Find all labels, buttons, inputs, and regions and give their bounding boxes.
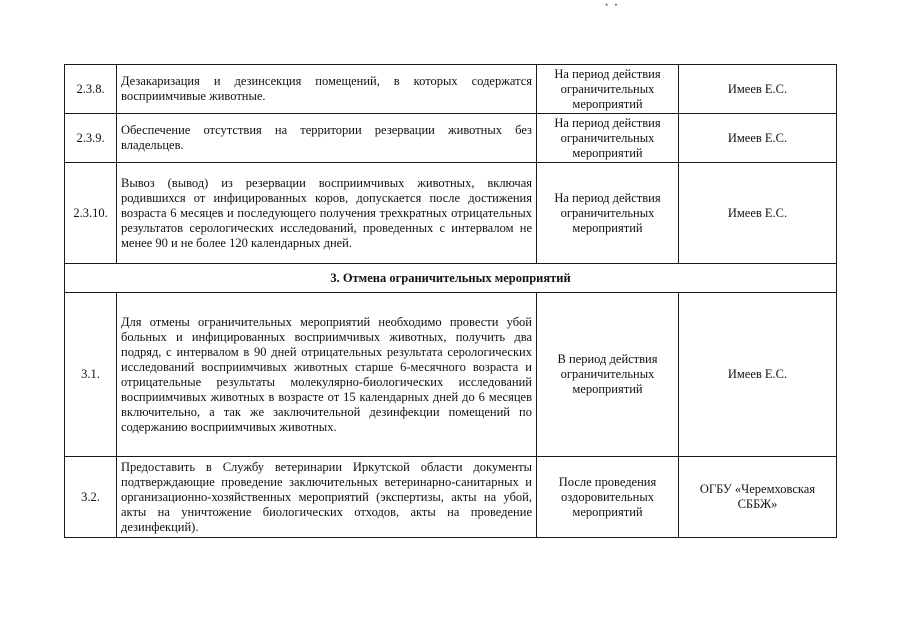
measure-text: Дезакаризация и дезинсекция помещений, в которых содержатся восприимчивые животные. [117, 65, 537, 114]
item-number: 2.3.9. [65, 114, 117, 163]
item-number: 3.1. [65, 293, 117, 457]
item-number: 3.2. [65, 457, 117, 538]
measure-term: На период действия ограничительных мероприятий [537, 114, 679, 163]
table-row [65, 457, 837, 538]
measure-responsible: Имеев Е.С. [679, 163, 837, 264]
measure-responsible: Имеев Е.С. [679, 114, 837, 163]
measure-responsible: Имеев Е.С. [679, 293, 837, 457]
table-row [65, 293, 837, 457]
measure-term: На период действия ограничительных мероприятий [537, 163, 679, 264]
measure-term: После проведения оздоровительных мероприятий [537, 457, 679, 538]
section-header-row [65, 264, 837, 293]
table-row [65, 65, 837, 114]
measure-term: На период действия ограничительных мероприятий [537, 65, 679, 114]
section-title: 3. Отмена ограничительных мероприятий [65, 264, 837, 293]
measures-table [64, 64, 837, 538]
measure-text: Вывоз (вывод) из резервации восприимчивых животных, включая родившихся от инфицированных коров, допускается после достижения возраста 6 месяцев и последующего получения трехкратных отрицательных результатов серологических исследований, проведенных с интервалом не менее 90 и не более 120 календарных дней. [117, 163, 537, 264]
measure-text: Предоставить в Службу ветеринарии Иркутской области документы подтверждающие проведение заключительных ветеринарно-санитарных и организационно-хозяйственных мероприятий (экспертизы, акты на убой, акты на уничтожение биологических отходов, акты на проведение дезинфекций). [117, 457, 537, 538]
measure-text: Для отмены ограничительных мероприятий необходимо провести убой больных и инфицированных восприимчивых животных, получить два подряд, с интервалом в 90 дней отрицательных результата серологических исследований восприимчивых животных старше 6-месячного возраста и отрицательные результаты молекулярно-биологических исследований восприимчивых животных в возрасте от 15 календарных дней до 6 месяцев включительно, а так же заключительной дезинфекции помещений по содержанию восприимчивых животных. [117, 293, 537, 457]
table-row [65, 163, 837, 264]
measure-term: В период действия ограничительных мероприятий [537, 293, 679, 457]
page-mark: • • [605, 0, 620, 10]
item-number: 2.3.10. [65, 163, 117, 264]
measure-responsible: Имеев Е.С. [679, 65, 837, 114]
measure-responsible: ОГБУ «Черемховская СББЖ» [679, 457, 837, 538]
item-number: 2.3.8. [65, 65, 117, 114]
table-row [65, 114, 837, 163]
measure-text: Обеспечение отсутствия на территории резервации животных без владельцев. [117, 114, 537, 163]
